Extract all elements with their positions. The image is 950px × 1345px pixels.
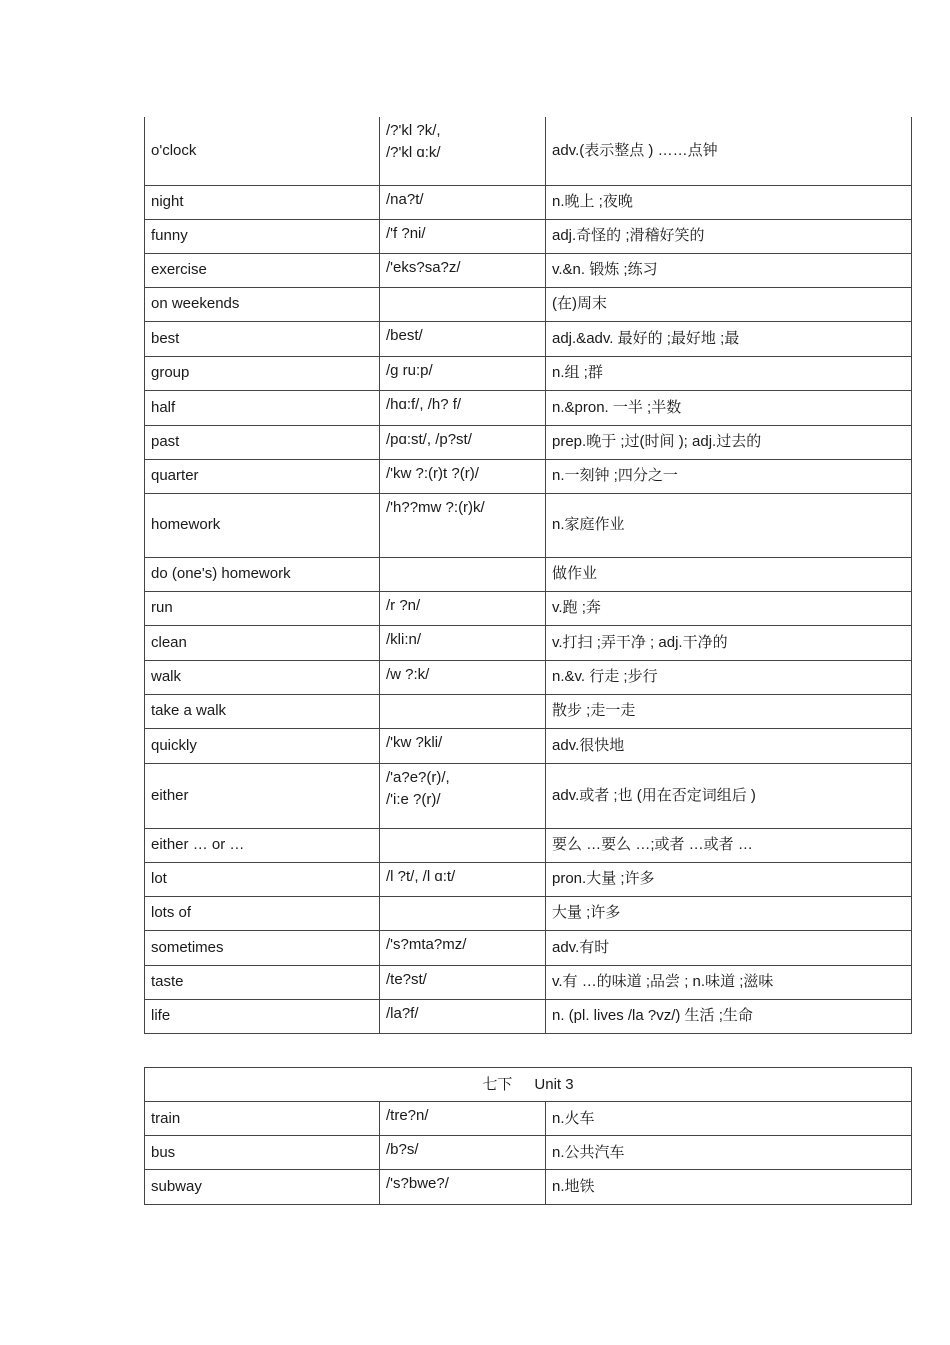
phonetic-line: /best/ bbox=[386, 326, 423, 344]
vocab-row bbox=[145, 1102, 912, 1136]
meaning-cell: adj.奇怪的 ;滑稽好笑的 bbox=[546, 219, 912, 253]
unit-grade-label: 七下 bbox=[482, 1075, 513, 1093]
phonetic-cell bbox=[380, 1136, 546, 1170]
meaning-cell: (在)周末 bbox=[546, 287, 912, 321]
word-cell: clean bbox=[145, 625, 380, 660]
word-cell: quarter bbox=[145, 459, 380, 493]
phonetic-cell bbox=[380, 828, 546, 862]
word-cell: quickly bbox=[145, 728, 380, 763]
word-cell: take a walk bbox=[145, 694, 380, 728]
vocab-row bbox=[145, 356, 912, 390]
meaning-cell: 要么 …要么 …;或者 …或者 … bbox=[546, 828, 912, 862]
meaning-cell: v.跑 ;奔 bbox=[546, 591, 912, 625]
vocabulary-table-body bbox=[145, 117, 912, 1033]
phonetic-line: /l ?t/, /l ɑ:t/ bbox=[386, 867, 456, 885]
vocab-row bbox=[145, 321, 912, 356]
vocab-row bbox=[145, 425, 912, 459]
vocab-row bbox=[145, 591, 912, 625]
phonetic-cell bbox=[380, 493, 546, 557]
meaning-cell: n.家庭作业 bbox=[546, 493, 912, 557]
vocab-row bbox=[145, 763, 912, 828]
vocab-row bbox=[145, 728, 912, 763]
phonetic-cell bbox=[380, 660, 546, 694]
meaning-cell: n.火车 bbox=[546, 1102, 912, 1136]
meaning-cell: pron.大量 ;许多 bbox=[546, 862, 912, 896]
word-cell: lot bbox=[145, 862, 380, 896]
unit-number-label: Unit 3 bbox=[534, 1075, 574, 1093]
phonetic-line: /b?s/ bbox=[386, 1141, 419, 1158]
phonetic-line: /?'kl ɑ:k/ bbox=[386, 144, 441, 161]
phonetic-line: /g ru:p/ bbox=[386, 361, 433, 379]
phonetic-line: /'kw ?:(r)t ?(r)/ bbox=[386, 464, 479, 482]
vocab-row bbox=[145, 896, 912, 930]
word-cell: run bbox=[145, 591, 380, 625]
meaning-cell: adv.很快地 bbox=[546, 728, 912, 763]
word-cell: lots of bbox=[145, 896, 380, 930]
phonetic-line: /'s?bwe?/ bbox=[386, 1175, 449, 1192]
vocab-row bbox=[145, 660, 912, 694]
word-cell: sometimes bbox=[145, 930, 380, 965]
word-cell: best bbox=[145, 321, 380, 356]
meaning-cell: adj.&adv. 最好的 ;最好地 ;最 bbox=[546, 321, 912, 356]
phonetic-line: /w ?:k/ bbox=[386, 665, 430, 683]
unit-title-row bbox=[145, 1068, 912, 1102]
vocab-row bbox=[145, 459, 912, 493]
phonetic-cell bbox=[380, 253, 546, 287]
word-cell: either bbox=[145, 763, 380, 828]
vocab-row bbox=[145, 390, 912, 425]
word-cell: life bbox=[145, 999, 380, 1033]
phonetic-cell bbox=[380, 896, 546, 930]
word-cell: homework bbox=[145, 493, 380, 557]
vocab-row bbox=[145, 185, 912, 219]
phonetic-cell bbox=[380, 694, 546, 728]
phonetic-cell bbox=[380, 862, 546, 896]
vocab-row bbox=[145, 1136, 912, 1170]
word-cell: exercise bbox=[145, 253, 380, 287]
word-cell: bus bbox=[145, 1136, 380, 1170]
phonetic-cell bbox=[380, 425, 546, 459]
phonetic-line: /kli:n/ bbox=[386, 630, 422, 648]
word-cell: funny bbox=[145, 219, 380, 253]
vocab-row bbox=[145, 999, 912, 1033]
meaning-cell: n. (pl. lives /la ?vz/) 生活 ;生命 bbox=[546, 999, 912, 1033]
meaning-cell: prep.晚于 ;过(时间 ); adj.过去的 bbox=[546, 425, 912, 459]
phonetic-cell bbox=[380, 1102, 546, 1136]
vocab-row bbox=[145, 493, 912, 557]
phonetic-cell bbox=[380, 459, 546, 493]
phonetic-cell bbox=[380, 287, 546, 321]
phonetic-cell bbox=[380, 356, 546, 390]
unit-title bbox=[145, 1068, 912, 1102]
word-cell: night bbox=[145, 185, 380, 219]
phonetic-cell bbox=[380, 557, 546, 591]
vocab-row bbox=[145, 117, 912, 185]
phonetic-line: /tre?n/ bbox=[386, 1107, 429, 1124]
word-cell: past bbox=[145, 425, 380, 459]
phonetic-cell bbox=[380, 930, 546, 965]
word-cell: train bbox=[145, 1102, 380, 1136]
vocab-row bbox=[145, 1170, 912, 1205]
word-cell: on weekends bbox=[145, 287, 380, 321]
meaning-cell: n.&pron. 一半 ;半数 bbox=[546, 390, 912, 425]
word-cell: do (one's) homework bbox=[145, 557, 380, 591]
meaning-cell: n.公共汽车 bbox=[546, 1136, 912, 1170]
meaning-cell: 做作业 bbox=[546, 557, 912, 591]
unit3-vocabulary-table bbox=[144, 1067, 912, 1205]
phonetic-cell bbox=[380, 999, 546, 1033]
word-cell: taste bbox=[145, 965, 380, 999]
meaning-cell: n.一刻钟 ;四分之一 bbox=[546, 459, 912, 493]
phonetic-cell bbox=[380, 185, 546, 219]
vocab-row bbox=[145, 694, 912, 728]
vocab-row bbox=[145, 930, 912, 965]
word-cell: group bbox=[145, 356, 380, 390]
phonetic-line: /la?f/ bbox=[386, 1004, 419, 1022]
meaning-cell: adv.或者 ;也 (用在否定词组后 ) bbox=[546, 763, 912, 828]
vocabulary-table bbox=[144, 117, 912, 1034]
phonetic-cell bbox=[380, 1170, 546, 1205]
unit3-table-body bbox=[145, 1068, 912, 1205]
phonetic-line: /te?st/ bbox=[386, 970, 427, 988]
phonetic-line: /'f ?ni/ bbox=[386, 224, 426, 242]
phonetic-line: /'i:e ?(r)/ bbox=[386, 790, 441, 808]
phonetic-line: /'h??mw ?:(r)k/ bbox=[386, 498, 485, 516]
meaning-cell: v.&n. 锻炼 ;练习 bbox=[546, 253, 912, 287]
vocab-row bbox=[145, 828, 912, 862]
word-cell: subway bbox=[145, 1170, 380, 1205]
phonetic-line: /?'kl ?k/, bbox=[386, 122, 441, 139]
vocab-row bbox=[145, 253, 912, 287]
phonetic-cell bbox=[380, 625, 546, 660]
vocab-row bbox=[145, 557, 912, 591]
word-cell: o'clock bbox=[145, 117, 380, 185]
meaning-cell: n.组 ;群 bbox=[546, 356, 912, 390]
phonetic-line: /hɑ:f/, /h? f/ bbox=[386, 395, 462, 413]
word-cell: walk bbox=[145, 660, 380, 694]
phonetic-cell bbox=[380, 219, 546, 253]
phonetic-cell bbox=[380, 591, 546, 625]
word-cell: either … or … bbox=[145, 828, 380, 862]
phonetic-cell bbox=[380, 390, 546, 425]
phonetic-line: /'a?e?(r)/, bbox=[386, 768, 450, 786]
meaning-cell: n.晚上 ;夜晚 bbox=[546, 185, 912, 219]
meaning-cell: n.&v. 行走 ;步行 bbox=[546, 660, 912, 694]
meaning-cell: adv.(表示整点 ) ……点钟 bbox=[546, 117, 912, 185]
phonetic-cell bbox=[380, 117, 546, 185]
meaning-cell: v.打扫 ;弄干净 ; adj.干净的 bbox=[546, 625, 912, 660]
phonetic-cell bbox=[380, 965, 546, 999]
phonetic-line: /'kw ?kli/ bbox=[386, 733, 443, 751]
vocab-row bbox=[145, 287, 912, 321]
vocab-row bbox=[145, 219, 912, 253]
meaning-cell: n.地铁 bbox=[546, 1170, 912, 1205]
meaning-cell: 散步 ;走一走 bbox=[546, 694, 912, 728]
phonetic-cell bbox=[380, 728, 546, 763]
vocab-row bbox=[145, 965, 912, 999]
phonetic-line: /'s?mta?mz/ bbox=[386, 935, 467, 953]
word-cell: half bbox=[145, 390, 380, 425]
phonetic-line: /na?t/ bbox=[386, 190, 424, 208]
meaning-cell: 大量 ;许多 bbox=[546, 896, 912, 930]
phonetic-line: /pɑ:st/, /p?st/ bbox=[386, 430, 472, 448]
phonetic-line: /'eks?sa?z/ bbox=[386, 258, 461, 276]
meaning-cell: v.有 …的味道 ;品尝 ; n.味道 ;滋味 bbox=[546, 965, 912, 999]
vocab-row bbox=[145, 862, 912, 896]
phonetic-cell bbox=[380, 763, 546, 828]
phonetic-line: /r ?n/ bbox=[386, 596, 421, 614]
vocab-row bbox=[145, 625, 912, 660]
meaning-cell: adv.有时 bbox=[546, 930, 912, 965]
phonetic-cell bbox=[380, 321, 546, 356]
